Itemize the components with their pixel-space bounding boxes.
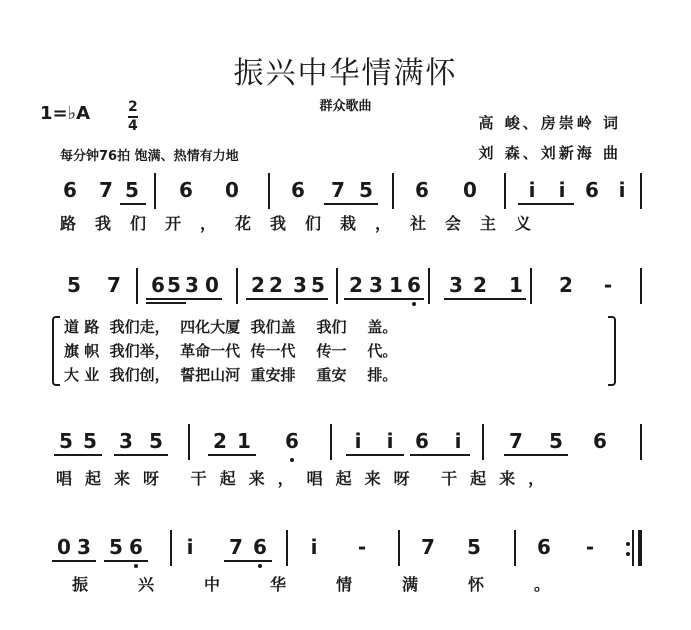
note: 7 xyxy=(229,535,243,559)
lyrics-text: 振兴中华情满怀。 xyxy=(72,575,601,594)
note: - xyxy=(603,273,613,297)
lyrics-line-1 xyxy=(50,211,650,249)
note: 6 xyxy=(585,178,599,202)
note: 3 xyxy=(77,535,91,559)
note: 7 xyxy=(509,429,523,453)
note: 6 xyxy=(285,429,299,453)
time-signature xyxy=(128,100,138,134)
note: 5 xyxy=(467,535,481,559)
note: 2 xyxy=(559,273,573,297)
verse-brace-left xyxy=(52,316,60,386)
note: - xyxy=(585,535,595,559)
note: 6 xyxy=(63,178,77,202)
note: 6 xyxy=(253,535,267,559)
tempo-marking: 每分钟76拍 饱满、热情有力地 xyxy=(60,149,239,164)
note: i xyxy=(310,535,318,559)
note: 3 xyxy=(449,273,463,297)
verse-1: 道 路 我们走， 四化大厦 我们盖 我们 盖。 xyxy=(64,318,398,336)
score-line-2 xyxy=(50,268,650,304)
note: 1 xyxy=(237,429,251,453)
note: 5 xyxy=(67,273,81,297)
score-line-3 xyxy=(50,424,650,460)
lyricist-credit: 高 峻、房崇岭 词 xyxy=(478,114,621,132)
note: 0 xyxy=(205,273,219,297)
note: 2 xyxy=(349,273,363,297)
note: i xyxy=(454,429,462,453)
note: i xyxy=(186,535,194,559)
note: 5 xyxy=(59,429,73,453)
note: 5 xyxy=(549,429,563,453)
note: i xyxy=(528,178,536,202)
note: 2 xyxy=(251,273,265,297)
note: 6 xyxy=(593,429,607,453)
score-line-4 xyxy=(50,530,650,566)
note: 6 xyxy=(129,535,143,559)
note: i xyxy=(618,178,626,202)
verse-3: 大 业 我们创， 誓把山河 重安排 重安 排。 xyxy=(64,366,398,384)
song-title: 振兴中华情满怀 xyxy=(233,56,458,91)
note: 0 xyxy=(57,535,71,559)
composer-credit: 刘 森、刘新海 曲 xyxy=(478,144,621,162)
time-signature-bottom: 4 xyxy=(128,118,138,134)
key-signature: 1=♭A xyxy=(40,103,91,124)
note: 5 xyxy=(311,273,325,297)
note: i xyxy=(354,429,362,453)
note: i xyxy=(386,429,394,453)
note: 6 xyxy=(291,178,305,202)
note: 1 xyxy=(509,273,523,297)
lyrics-line-4 xyxy=(50,572,650,610)
note: 3 xyxy=(119,429,133,453)
note: 7 xyxy=(107,273,121,297)
note: 6 xyxy=(151,273,165,297)
note: 6 xyxy=(537,535,551,559)
note: 6 xyxy=(415,178,429,202)
note: 6 xyxy=(179,178,193,202)
note: 0 xyxy=(225,178,239,202)
note: 0 xyxy=(463,178,477,202)
verse-brace-right xyxy=(608,316,616,386)
note: i xyxy=(558,178,566,202)
note: - xyxy=(357,535,367,559)
lyrics-text: 路我们开，花我们栽，社会主义 xyxy=(60,214,551,233)
note: 3 xyxy=(293,273,307,297)
time-signature-top: 2 xyxy=(128,99,138,115)
note: 2 xyxy=(269,273,283,297)
score-line-1 xyxy=(50,173,650,209)
song-subtitle: 群众歌曲 xyxy=(319,99,372,114)
note: 5 xyxy=(359,178,373,202)
note: 2 xyxy=(213,429,227,453)
verse-2: 旗 帜 我们举， 革命一代 传一代 传一 代。 xyxy=(64,342,398,360)
lyrics-text: 唱起来呀 干起来，唱起来呀 干起来， xyxy=(56,469,558,488)
note: 2 xyxy=(473,273,487,297)
note: 1 xyxy=(389,273,403,297)
note: 7 xyxy=(99,178,113,202)
note: 5 xyxy=(125,178,139,202)
note: 5 xyxy=(167,273,181,297)
lyrics-line-3 xyxy=(50,466,650,504)
note: 5 xyxy=(149,429,163,453)
note: 5 xyxy=(109,535,123,559)
note: 5 xyxy=(83,429,97,453)
note: 6 xyxy=(407,273,421,297)
note: 6 xyxy=(415,429,429,453)
note: 3 xyxy=(185,273,199,297)
note: 3 xyxy=(369,273,383,297)
note: 7 xyxy=(331,178,345,202)
note: 7 xyxy=(421,535,435,559)
